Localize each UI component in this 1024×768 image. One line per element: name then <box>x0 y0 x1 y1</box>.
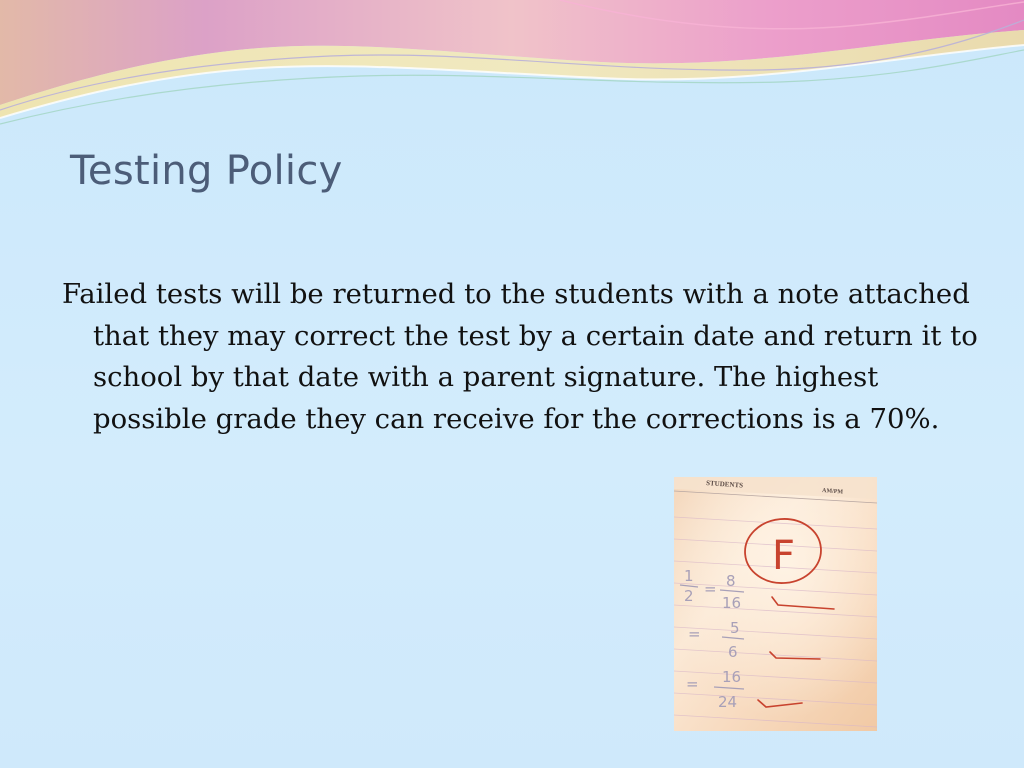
fraction-1-numerator: 1 <box>684 567 694 585</box>
failed-test-photo <box>674 477 877 731</box>
paper-header-ampm: AM/PM <box>821 488 844 496</box>
fraction-1-eq-numerator: 8 <box>726 572 736 590</box>
fraction-2-eq-denominator: 6 <box>728 643 738 661</box>
fraction-3-eq-denominator: 24 <box>718 693 738 711</box>
fraction-3-eq-numerator: 16 <box>722 668 742 686</box>
fraction-2-eq-numerator: 5 <box>730 619 740 637</box>
fraction-1-eq-denominator: 16 <box>722 594 742 612</box>
decorative-wave-banner <box>0 0 1024 130</box>
slide-title: Testing Policy <box>70 148 343 194</box>
svg-text:=: = <box>686 675 699 693</box>
fraction-1-denominator: 2 <box>684 587 694 605</box>
svg-text:=: = <box>704 580 717 598</box>
grade-letter: F <box>772 533 796 579</box>
policy-paragraph: Failed tests will be returned to the students with a note attached that they may correct the test by a certain date and return it to school by that date with a parent signature. The highest possible grade they can receive for the corrections is a 70%. <box>62 278 978 435</box>
svg-text:=: = <box>688 625 701 643</box>
paper-header-label: STUDENTS <box>705 479 744 490</box>
